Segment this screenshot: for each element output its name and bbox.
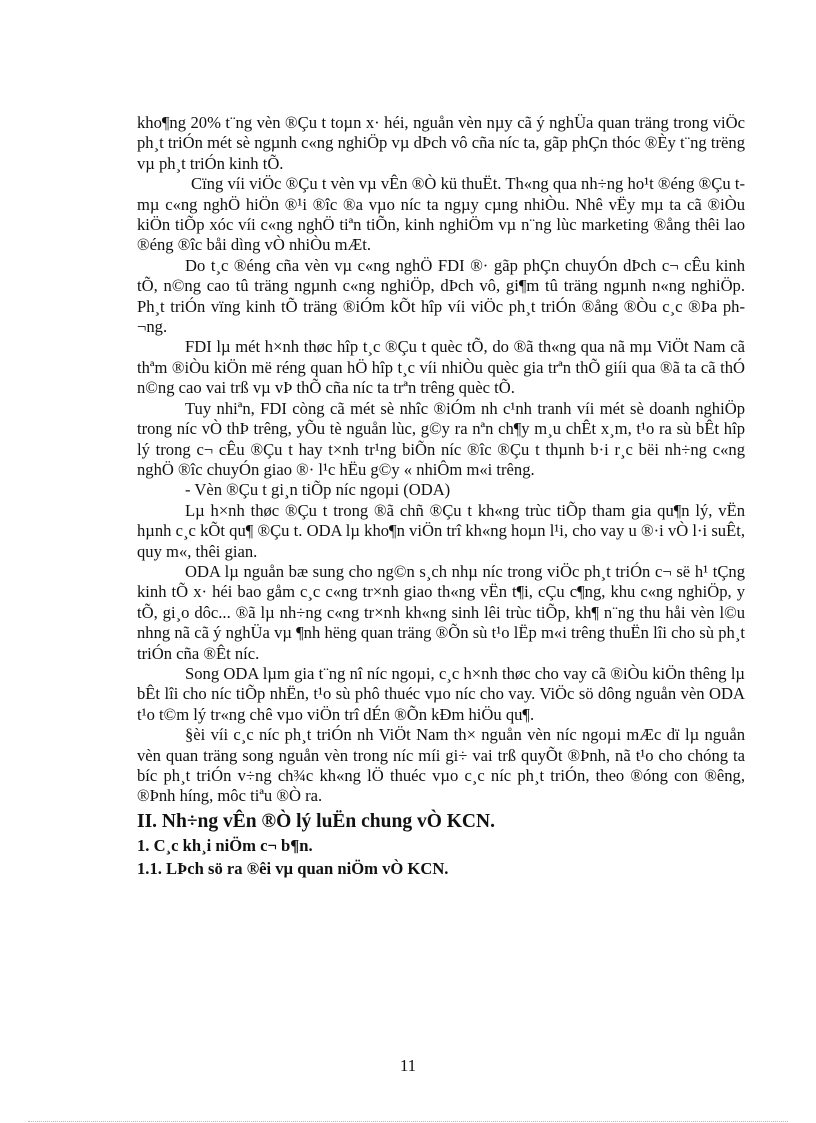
section-heading: II. Nh÷ng vÊn ®Ò lý luËn chung vÒ KCN. <box>137 810 495 832</box>
page-body <box>137 113 745 880</box>
paragraph-2: Cïng víi viÖc ®Çu t vèn vµ vÊn ®Ò kü thuËt. Th«ng qua nh÷ng ho¹t ®éng ®Çu t mµ c«ng nghÖ hiÖn ®¹i ®îc ®a vµo níc ta ngµy cµng nhiÒu. Nhê vËy mµ ta cã ®iÒu kiÖn tiÕp xóc víi c«ng nghÖ tiªn tiÕn, kinh nghiÖm vµ n¨ng lùc marketing ®ång thêi lao ®éng ®îc båi dìng vÒ nhiÒu mÆt. <box>137 174 745 255</box>
paragraph-6: Lµ h×nh thøc ®Çu t trong ®ã chñ ®Çu t kh«ng trùc tiÕp tham gia qu¶n lý, vËn hµnh c¸c kÕt qu¶ ®Çu t. ODA lµ kho¶n viÖn trî kh«ng hoµn l¹i, cho vay u ®·i vÒ l·i suÊt, quy m«, thêi gian. <box>137 500 745 561</box>
page-number: 11 <box>399 1056 417 1075</box>
paragraph-5: Tuy nhiªn, FDI còng cã mét sè nhîc ®iÓm nh c¹nh tranh víi mét sè doanh nghiÖp trong níc vÒ thÞ trêng, yÕu tè nguån lùc, g©y ra nªn ch¶y m¸u chÊt x¸m, t¹o ra sù bÊt hîp lý trong c¬ cÊu ®Çu t hay t×nh tr¹ng biÕn níc ®îc ®Çu t thµnh b·i r¸c bëi nh÷ng c«ng nghÖ ®îc chuyÓn giao ®· l¹c hËu g©y « nhiÔm m«i trêng. <box>137 398 745 479</box>
paragraph-7: ODA lµ nguån bæ sung cho ng©n s¸ch nhµ níc trong viÖc ph¸t triÓn c¬ së h¹ tÇng kinh tÕ x· héi bao gåm c¸c c«ng tr×nh giao th«ng vËn t¶i, cÇu c¶ng, khu c«ng nghiÖp, y tÕ, gi¸o dôc... ®ã lµ nh÷ng c«ng tr×nh kh«ng sinh lêi trùc tiÕp, kh¶ n¨ng thu håi vèn l©u nhng nã cã ý nghÜa vµ ¶nh hëng quan träng ®Õn sù t¹o lËp m«i trêng thuËn lîi cho sù ph¸t triÓn cña ®Êt níc. <box>137 561 745 663</box>
paragraph-9: §èi víi c¸c níc ph¸t triÓn nh ViÖt Nam th× nguån vèn níc ngoµi mÆc dï lµ nguån vèn quan träng song nguån vèn trong níc míi gi÷ vai trß quyÕt ®Þnh, nã t¹o cho chóng ta bíc ph¸t triÓn v÷ng ch¾c kh«ng lÖ thuéc vµo c¸c níc ph¸t triÓn, theo ®óng con ®êng, ®Þnh híng, môc tiªu ®Ò ra. <box>137 725 745 806</box>
paragraph-1: kho¶ng 20% t¨ng vèn ®Çu t toµn x· héi, nguån vèn nµy cã ý nghÜa quan träng trong viÖc ph¸t triÓn mét sè ngµnh c«ng nghiÖp vµ dÞch vô cña níc ta, gãp phÇn thóc ®Èy t¨ng trëng vµ ph¸t triÓn kinh tÕ. <box>137 113 745 173</box>
list-item-oda: - Vèn ®Çu t gi¸n tiÕp níc ngoµi (ODA) <box>185 480 451 500</box>
paragraph-3: Do t¸c ®éng cña vèn vµ c«ng nghÖ FDI ®· gãp phÇn chuyÓn dÞch c¬ cÊu kinh tÕ, n©ng cao tû träng ngµnh c«ng nghiÖp, dÞch vô, gi¶m tû träng ngµnh n«ng nghiÖp. Ph¸t triÓn vïng kinh tÕ träng ®iÓm kÕt hîp víi viÖc ph¸t triÓn ®ång ®Òu c¸c ®Þa ph¬ng. <box>137 255 745 337</box>
subsection-heading: 1. C¸c kh¸i niÖm c¬ b¶n. <box>137 835 313 855</box>
page-bottom-divider <box>28 1121 788 1122</box>
paragraph-8: Song ODA lµm gia t¨ng nî níc ngoµi, c¸c h×nh thøc cho vay cã ®iÒu kiÖn thêng lµ bÊt lîi cho níc tiÕp nhËn, t¹o sù phô thuéc vµo níc cho vay. ViÖc sö dông nguån vèn ODA t¹o t©m lý tr«ng chê vµo viÖn trî dÉn ®Õn kÐm hiÖu qu¶. <box>137 663 745 724</box>
subsubsection-heading: 1.1. LÞch sö ra ®êi vµ quan niÖm vÒ KCN. <box>137 858 449 878</box>
paragraph-4: FDI lµ mét h×nh thøc hîp t¸c ®Çu t quèc tÕ, do ®ã th«ng qua nã mµ ViÖt Nam cã thªm ®iÒu kiÖn më réng quan hÖ hîp t¸c víi nhiÒu quèc gia trªn thÕ giíi qua ®ã ta cã thÓ n©ng cao vai trß vµ vÞ thÕ cña níc ta trªn trêng quèc tÕ. <box>137 337 745 398</box>
